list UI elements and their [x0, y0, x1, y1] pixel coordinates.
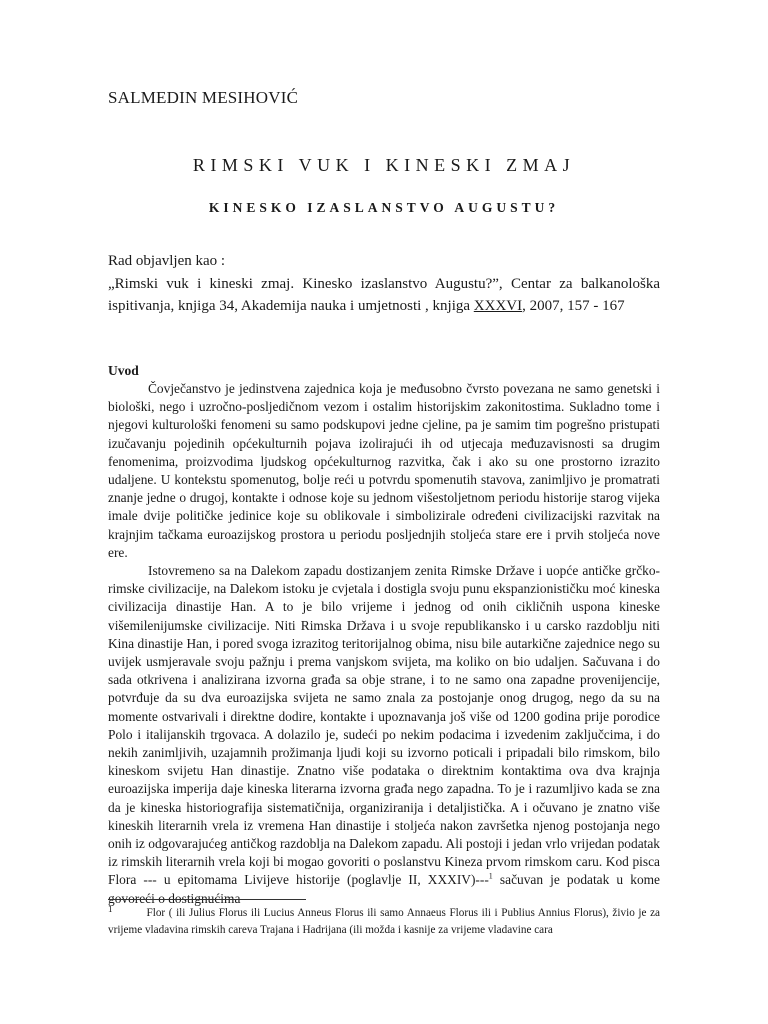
publication-citation: [108, 273, 660, 318]
paragraph-2-continuation: sačuvan je podatak u kome govoreći o dostignućima: [108, 872, 660, 906]
publication-label: Rad objavljen kao :: [108, 253, 226, 269]
publication-info: [108, 250, 660, 318]
paragraph-1: Čovječanstvo je jedinstvena zajednica koja je međusobno čvrsto povezana ne samo genetski i biološki, nego i uzročno-posljedičnom vezom i ostalim historijskim zakonitostima. Sukladno tome i njegovi kulturološki fenomeni su samo podskupovi jedne cjeline, pa je samim tim pogrešno pristupati izučavanju pojedinih općekulturnih pojava izolirajući ih od utjecaja međuzavisnosti sa drugim fenomenima, proizvodima ljudskog općekulturnog razvitka, čak i ako su one prostorno izrazito udaljene. U kontekstu spomenutog, bolje reći u potvrdu spomenutih stavova, zanimljivo je promatrati znanje jedne o drugoj, kontakte i odnose koje su jednom višestoljetnom periodu historije starog vijeka imale dvije političke jedinice koje su oblikovale i simbolizirale određeni civilizacijski razvitak na krajnjim tačkama euroazijskog prostora u periodu posljednjih stoljeća stare ere i prvih stoljeća nove ere.: [108, 381, 660, 560]
citation-start: „Rimski vuk i kineski zmaj. Kinesko izaslanstvo Augustu?”, Centar za balkanološka ispitivanja, knjiga 34, Akademija nauka i umjetnosti , knjiga: [108, 275, 660, 314]
paragraph-2-text: Istovremeno sa na Dalekom zapadu dostizanjem zenita Rimske Države i uopće antičke grčko-rimske civilizacije, na Dalekom istoku je cvjetala i dostigla svoju punu ekspanzionističku moć kineska civilizacija dinastije Han. A to je bilo vrijeme i jednog od onih cikličnih uspona kineske višemilenijumske civilizacije. Niti Rimska Država i u svoje republikansko i u carsko razdoblju niti Kina dinastije Han, i pored svoga izrazitog teritorijalnog obima, nisu bile autarkične zajednice nego su uvijek usmjeravale svoju pažnju i prema vanjskom svijeta, ma koliko on bio udaljen. Sačuvana i do sada otkrivena i analizirana izvorna građa sa obje strane, i to ne samo ona zapadne provenijencije, potvrđuje da su dva euroazijska svijeta ne samo znala za postojanje onog drugog, nego da su na momente ostvarivali i direktne dodire, kontakte i upoznavanja još više od 1200 godina prije porodice Polo i italijanskih trgovaca. A dolazilo je, sudeći po nekim podacima i izvedenim zaključcima, i do nekih zanimljivih, uzajamnih prožimanja ljudi koji su izvorno poticali i pripadali bilo rimskom, bilo kineskom svijetu Han dinastije. Znatno više podataka o direktnim kontaktima ova dva krajnja euroazijska imperija daje kineska literarna izvorna građa nego zapadna. To je i razumljivo kada se zna da je kineska historiografija sistematičnija, organiziranija i detaljistička. A i očuvano je znatno više kineskih literarnih vrela iz vremena Han dinastije i stoljeća nakon završetka njenog postojanja nego onih iz odgovarajućeg antičkog razdoblja na Dalekom zapadu. Ali postoji i jedan vrlo vrijedan podatak iz rimskih literarnih vrela koji bi mogao govoriti o poslanstvu Kineza prvom rimskom caru. Kod pisca Flora --- u epitomama Livijeve historije (poglavlje II, XXXIV)---: [108, 563, 660, 888]
citation-volume: XXXVI: [473, 298, 523, 314]
footnote-reference[interactable]: 1: [488, 872, 493, 882]
footnote-divider: [108, 899, 306, 900]
footnote: [108, 905, 660, 939]
paragraph-2: [108, 562, 660, 908]
article-subtitle: KINESKO IZASLANSTVO AUGUSTU?: [208, 200, 560, 215]
body-text: [108, 380, 660, 908]
article-title: RIMSKI VUK I KINESKI ZMAJ: [192, 155, 576, 175]
author-name: SALMEDIN MESIHOVIĆ: [108, 88, 299, 107]
footnote-number: 1: [108, 904, 113, 914]
section-heading: Uvod: [108, 363, 139, 378]
footnote-text: Flor ( ili Julius Florus ili Lucius Anneus Florus ili samo Annaeus Florus ili i Publius Annius Florus), živio je za vrijeme vladavina rimskih careva Trajana i Hadrijana (ili možda i kasnije za vrijeme vladavine cara: [108, 907, 660, 936]
citation-end: , 2007, 157 - 167: [522, 298, 625, 314]
